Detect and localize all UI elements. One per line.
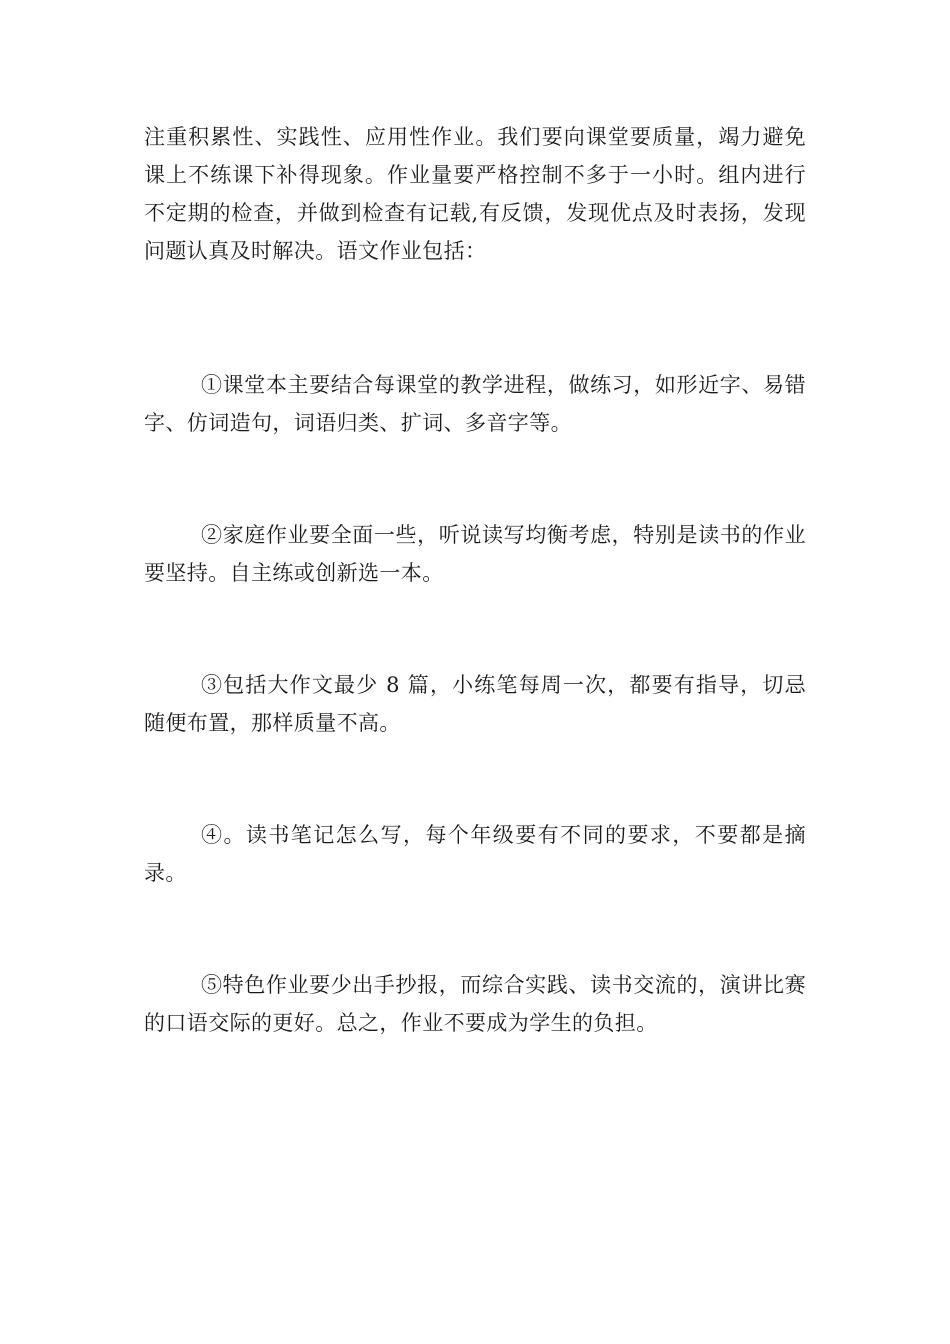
paragraph-item-3: ③包括大作文最少 8 篇，小练笔每周一次，都要有指导，切忌随便布置，那样质量不高。 — [144, 673, 806, 735]
paragraph-item-4: ④。读书笔记怎么写，每个年级要有不同的要求，不要都是摘录。 — [144, 823, 806, 885]
paragraph-item-2: ②家庭作业要全面一些，听说读写均衡考虑，特别是读书的作业要坚持。自主练或创新选一本。 — [144, 523, 806, 585]
paragraph-item-1: ①课堂本主要结合每课堂的教学进程，做练习，如形近字、易错字、仿词造句，词语归类、扩词、多音字等。 — [144, 373, 806, 435]
paragraph-homework-principles: 注重积累性、实践性、应用性作业。我们要向课堂要质量，竭力避免课上不练课下补得现象。作业量要严格控制不多于一小时。组内进行不定期的检查，并做到检查有记载,有反馈，发现优点及时表扬，发现问题认真及时解决。语文作业包括： — [144, 125, 806, 263]
paragraph-item-5: ⑤特色作业要少出手抄报，而综合实践、读书交流的，演讲比赛的口语交际的更好。总之，作业不要成为学生的负担。 — [144, 973, 806, 1035]
